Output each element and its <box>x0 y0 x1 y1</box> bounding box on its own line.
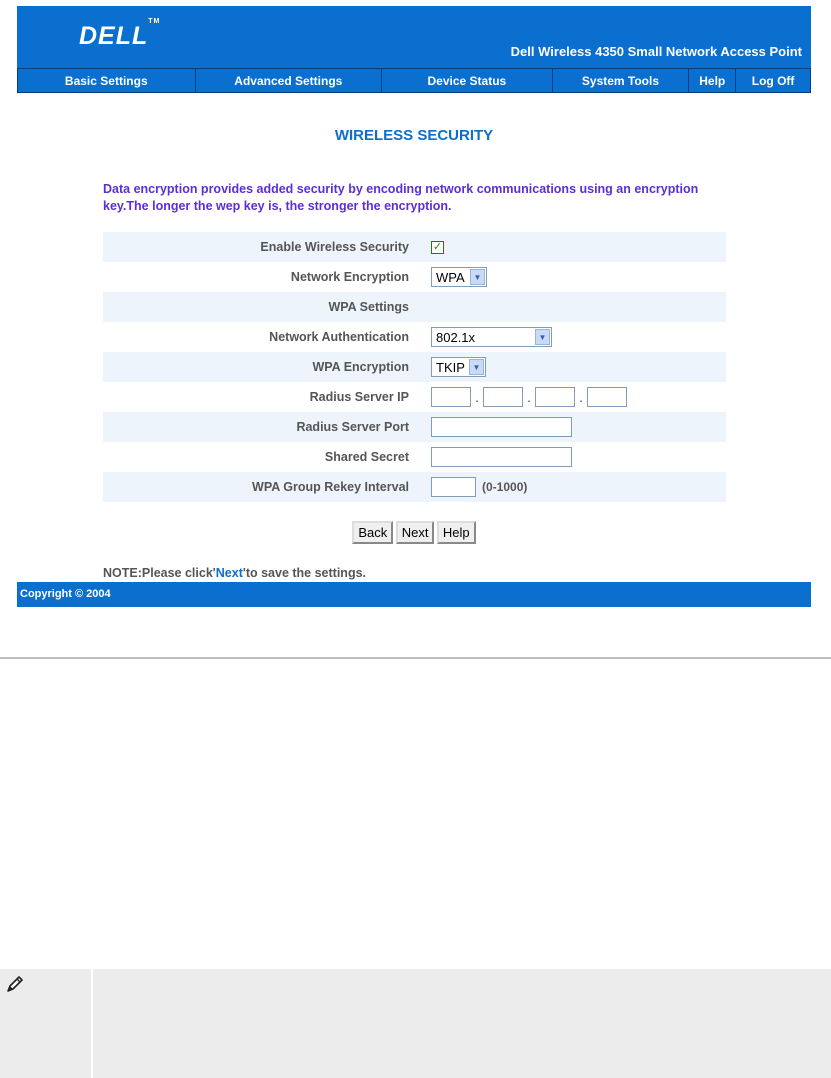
row-rekey-interval <box>103 472 726 502</box>
nav-device-status[interactable]: Device Status <box>382 69 553 92</box>
rekey-range-hint: (0-1000) <box>482 480 528 494</box>
radius-ip-octet-1[interactable] <box>431 387 471 407</box>
row-wpa-encryption <box>103 352 726 382</box>
shared-secret-label: Shared Secret <box>324 450 409 464</box>
nav-system-tools[interactable]: System Tools <box>553 69 690 92</box>
radius-port-label: Radius Server Port <box>296 420 409 434</box>
nav-advanced-settings[interactable]: Advanced Settings <box>196 69 383 92</box>
network-auth-select[interactable]: 802.1x ▼ <box>431 327 552 347</box>
note-icon-cell <box>0 969 90 1078</box>
radius-ip-octet-3[interactable] <box>535 387 575 407</box>
network-encryption-select[interactable]: WPA ▼ <box>431 267 487 287</box>
wpa-settings-heading: WPA Settings <box>328 300 409 314</box>
help-button[interactable]: Help <box>437 521 476 544</box>
save-note: NOTE:Please click'Next'to save the settings. <box>103 566 367 580</box>
wpa-encryption-select[interactable]: TKIP ▼ <box>431 357 486 377</box>
wpa-encryption-label: WPA Encryption <box>312 360 409 374</box>
ip-separator: . <box>475 389 479 405</box>
main-nav <box>17 68 811 93</box>
copyright-text: Copyright © 2004 <box>20 588 111 600</box>
row-enable-security <box>103 232 726 262</box>
next-button[interactable]: Next <box>396 521 435 544</box>
row-radius-port <box>103 412 726 442</box>
chevron-down-icon: ▼ <box>535 329 550 345</box>
page-title: WIRELESS SECURITY <box>334 127 494 144</box>
chevron-down-icon: ▼ <box>470 269 485 285</box>
radius-ip-octet-4[interactable] <box>587 387 627 407</box>
radius-port-input[interactable] <box>431 417 572 437</box>
nav-log-off[interactable]: Log Off <box>751 73 795 88</box>
row-network-authentication <box>103 322 726 352</box>
note-box <box>0 969 831 1078</box>
pencil-icon <box>4 973 26 995</box>
row-shared-secret <box>103 442 726 472</box>
note-separator <box>91 969 93 1078</box>
footer-bar <box>17 582 811 607</box>
network-encryption-label: Network Encryption <box>290 270 409 284</box>
radius-ip-label: Radius Server IP <box>309 390 409 404</box>
header-banner <box>17 6 811 68</box>
row-radius-ip <box>103 382 726 412</box>
dell-logo: DELL™ <box>79 18 161 50</box>
ip-separator: . <box>527 389 531 405</box>
nav-help[interactable]: Help <box>689 69 736 92</box>
ip-separator: . <box>579 389 583 405</box>
next-link[interactable]: Next <box>215 566 243 580</box>
row-wpa-settings <box>103 292 726 322</box>
rekey-interval-label: WPA Group Rekey Interval <box>252 480 409 494</box>
enable-security-label: Enable Wireless Security <box>260 240 409 254</box>
radius-ip-octet-2[interactable] <box>483 387 523 407</box>
button-bar <box>17 521 811 544</box>
nav-basic-settings[interactable]: Basic Settings <box>18 69 196 92</box>
page-divider <box>0 657 831 659</box>
enable-security-checkbox[interactable] <box>431 241 444 254</box>
chevron-down-icon: ▼ <box>469 359 484 375</box>
page-description: Data encryption provides added security by encoding network communications using an encryption key.The longer the wep key is, the stronger the encryption. <box>103 182 699 213</box>
wireless-security-form <box>103 232 726 502</box>
check-icon: ✓ <box>432 240 443 253</box>
back-button[interactable]: Back <box>352 521 393 544</box>
product-name: Dell Wireless 4350 Small Network Access Point <box>510 44 802 59</box>
shared-secret-input[interactable] <box>431 447 572 467</box>
row-network-encryption <box>103 262 726 292</box>
network-auth-label: Network Authentication <box>269 330 409 344</box>
rekey-interval-input[interactable] <box>431 477 476 497</box>
